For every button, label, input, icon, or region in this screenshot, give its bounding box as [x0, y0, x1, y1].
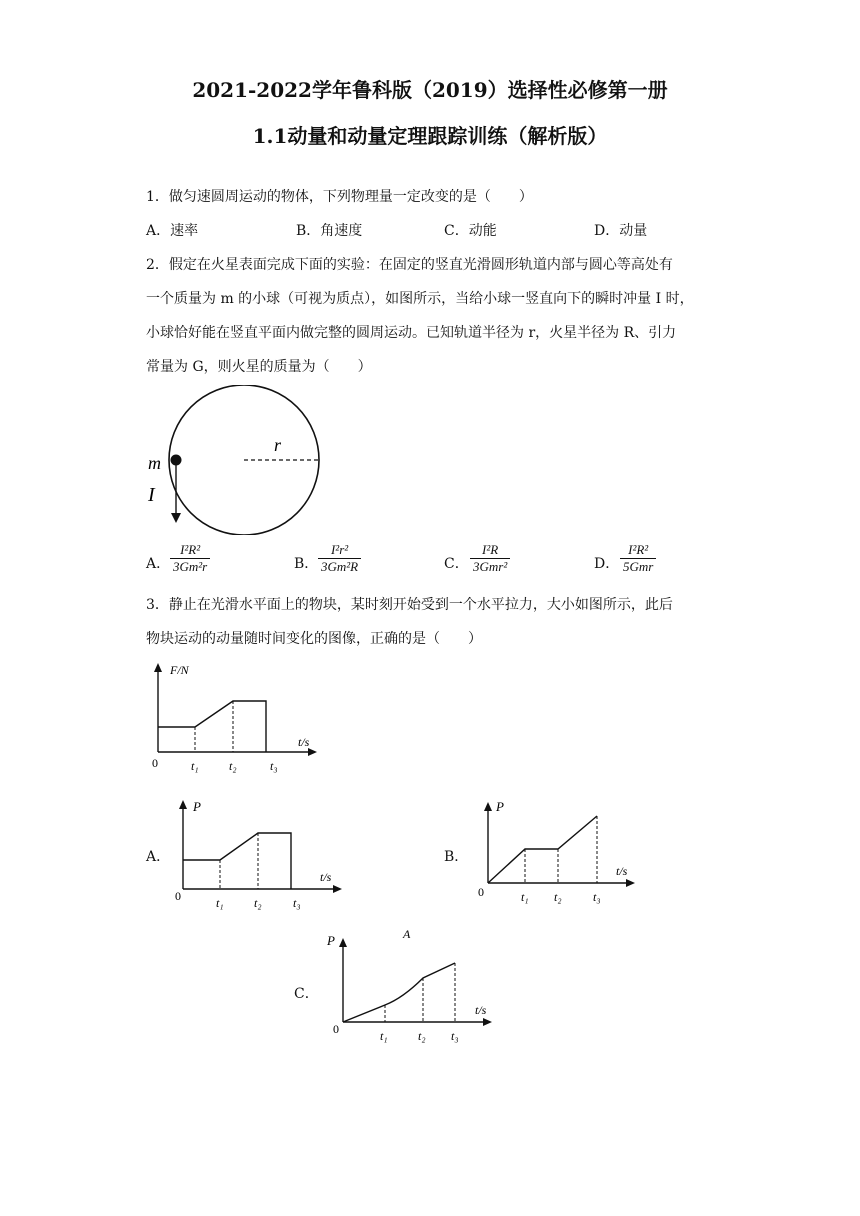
question-1-stem: 1．做匀速圆周运动的物体，下列物理量一定改变的是（ ）	[146, 189, 533, 205]
option-c-momentum-graph	[325, 925, 505, 1050]
question-2-line-3: 小球恰好能在竖直平面内做完整的圆周运动。已知轨道半径为 r，火星半径为 R、引力	[146, 325, 677, 341]
q2-option-c-letter[interactable]: C．	[444, 556, 469, 572]
q2-option-a-denominator: 3Gm²r	[173, 559, 208, 574]
question-2-line-2: 一个质量为 m 的小球（可视为质点），如图所示，当给小球一竖直向下的瞬时冲量 I 时，	[146, 291, 694, 307]
f-x-label: t/s	[298, 735, 310, 749]
f-t3: t₃	[270, 759, 278, 773]
a-x-label: t/s	[320, 870, 332, 884]
q2-option-a-numerator: I²R²	[170, 542, 210, 559]
c-t1: t₁	[380, 1029, 388, 1043]
q2-option-b-fraction	[318, 542, 361, 575]
question-3-line-2: 物块运动的动量随时间变化的图像，正确的是（ ）	[146, 631, 482, 647]
c-y-label: P	[327, 933, 335, 948]
f-origin: 0	[152, 756, 158, 770]
a-curve	[183, 833, 291, 889]
b-curve	[488, 816, 597, 883]
q3-option-c-label[interactable]: C．	[294, 986, 319, 1002]
question-2-line-4: 常量为 G，则火星的质量为（ ）	[146, 359, 372, 375]
q2-option-c-numerator: I²R	[470, 542, 510, 559]
q2-option-d-denominator: 5Gmr	[623, 559, 654, 574]
a-x-arrowhead	[333, 885, 342, 893]
force-curve	[158, 701, 266, 752]
c-curve	[343, 963, 455, 1022]
document-title: 2021-2022学年鲁科版（2019）选择性必修第一册	[192, 78, 668, 102]
c-t3: t₃	[451, 1029, 459, 1043]
label-m: m	[148, 453, 161, 473]
c-origin: 0	[333, 1022, 339, 1036]
q3-option-b-label[interactable]: B．	[444, 849, 469, 865]
q1-option-d[interactable]: D．动量	[594, 223, 648, 239]
f-x-arrowhead	[308, 748, 317, 756]
b-y-label: P	[496, 799, 504, 814]
question-2-line-1: 2．假定在火星表面完成下面的实验：在固定的竖直光滑圆形轨道内部与圆心等高处有	[146, 257, 673, 273]
c-y-arrowhead	[339, 938, 347, 947]
question-3-line-1: 3．静止在光滑水平面上的物块，某时刻开始受到一个水平拉力，大小如图所示，此后	[146, 597, 673, 613]
b-x-arrowhead	[626, 879, 635, 887]
q2-option-b-numerator: I²r²	[318, 542, 361, 559]
c-x-arrowhead	[483, 1018, 492, 1026]
a-y-arrowhead	[179, 800, 187, 809]
q2-option-a-fraction	[170, 542, 210, 575]
q2-option-b-denominator: 3Gm²R	[321, 559, 359, 574]
stray-mark: A	[403, 927, 411, 941]
f-t1: t₁	[191, 759, 199, 773]
q2-option-c-denominator: 3Gmr²	[473, 559, 508, 574]
a-origin: 0	[175, 889, 181, 903]
f-y-label: F/N	[170, 663, 189, 677]
q3-option-a-label[interactable]: A．	[146, 849, 171, 865]
ball	[171, 455, 182, 466]
q2-option-d-fraction	[620, 542, 656, 575]
a-y-label: P	[193, 799, 201, 814]
f-y-arrowhead	[154, 663, 162, 672]
q1-option-b[interactable]: B．角速度	[296, 223, 363, 239]
b-t2: t₂	[554, 890, 562, 904]
label-I: I	[148, 484, 155, 506]
option-b-momentum-graph	[470, 795, 660, 915]
b-t1: t₁	[521, 890, 529, 904]
b-origin: 0	[478, 885, 484, 899]
impulse-arrowhead	[171, 513, 181, 523]
q2-option-c-fraction	[470, 542, 510, 575]
b-y-arrowhead	[484, 802, 492, 811]
circular-track-figure	[140, 385, 340, 535]
q2-option-d-letter[interactable]: D．	[594, 556, 620, 572]
a-t3: t₃	[293, 896, 301, 910]
q1-option-c[interactable]: C．动能	[444, 223, 497, 239]
b-x-label: t/s	[616, 864, 628, 878]
f-t2: t₂	[229, 759, 237, 773]
q2-option-b-letter[interactable]: B．	[294, 556, 319, 572]
q2-option-d-numerator: I²R²	[620, 542, 656, 559]
option-a-momentum-graph	[165, 795, 355, 915]
q1-option-a[interactable]: A．速率	[146, 223, 199, 239]
c-x-label: t/s	[475, 1003, 487, 1017]
a-t1: t₁	[216, 896, 224, 910]
document-subtitle: 1.1动量和动量定理跟踪训练（解析版）	[252, 124, 608, 148]
c-t2: t₂	[418, 1029, 426, 1043]
force-time-graph	[140, 660, 330, 780]
q2-option-a-letter[interactable]: A．	[146, 556, 171, 572]
b-t3: t₃	[593, 890, 601, 904]
label-r: r	[274, 435, 282, 455]
a-t2: t₂	[254, 896, 262, 910]
